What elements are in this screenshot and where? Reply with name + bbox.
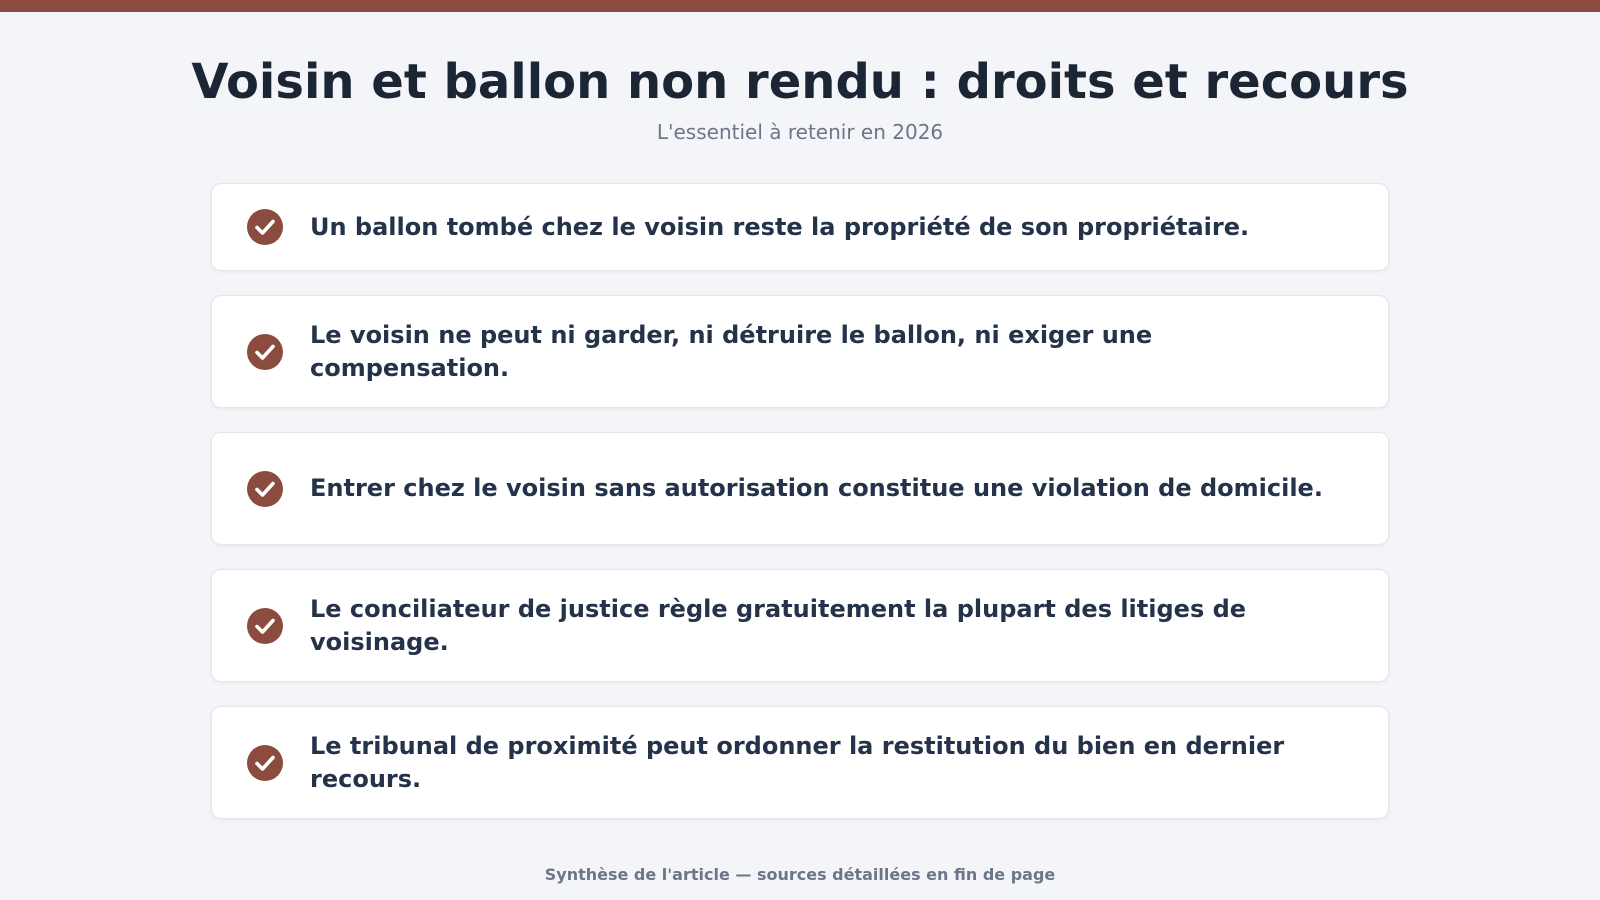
check-circle-icon xyxy=(247,745,283,781)
key-point-card xyxy=(211,706,1389,819)
check-circle-icon xyxy=(247,209,283,245)
key-point-text: Le conciliateur de justice règle gratuitement la plupart des litiges de voisinage. xyxy=(310,594,1247,656)
key-point-text: Le voisin ne peut ni garder, ni détruire le ballon, ni exiger une compensation. xyxy=(310,320,1153,382)
key-point-card xyxy=(211,569,1389,682)
page-title: Voisin et ballon non rendu : droits et recours xyxy=(191,54,1409,110)
key-points-list xyxy=(211,183,1389,843)
key-point-card xyxy=(211,432,1389,545)
key-point-card xyxy=(211,183,1389,271)
key-point-text: Le tribunal de proximité peut ordonner la restitution du bien en dernier recours. xyxy=(310,731,1285,793)
check-circle-icon xyxy=(247,471,283,507)
check-circle-icon xyxy=(247,334,283,370)
footer-note: Synthèse de l'article — sources détaillées en fin de page xyxy=(544,865,1056,884)
page-subtitle: L'essentiel à retenir en 2026 xyxy=(656,120,944,144)
key-point-text: Entrer chez le voisin sans autorisation constitue une violation de domicile. xyxy=(310,474,1323,502)
top-accent-bar xyxy=(0,0,1600,12)
key-point-card xyxy=(211,295,1389,408)
check-circle-icon xyxy=(247,608,283,644)
key-point-text: Un ballon tombé chez le voisin reste la propriété de son propriétaire. xyxy=(310,212,1250,241)
